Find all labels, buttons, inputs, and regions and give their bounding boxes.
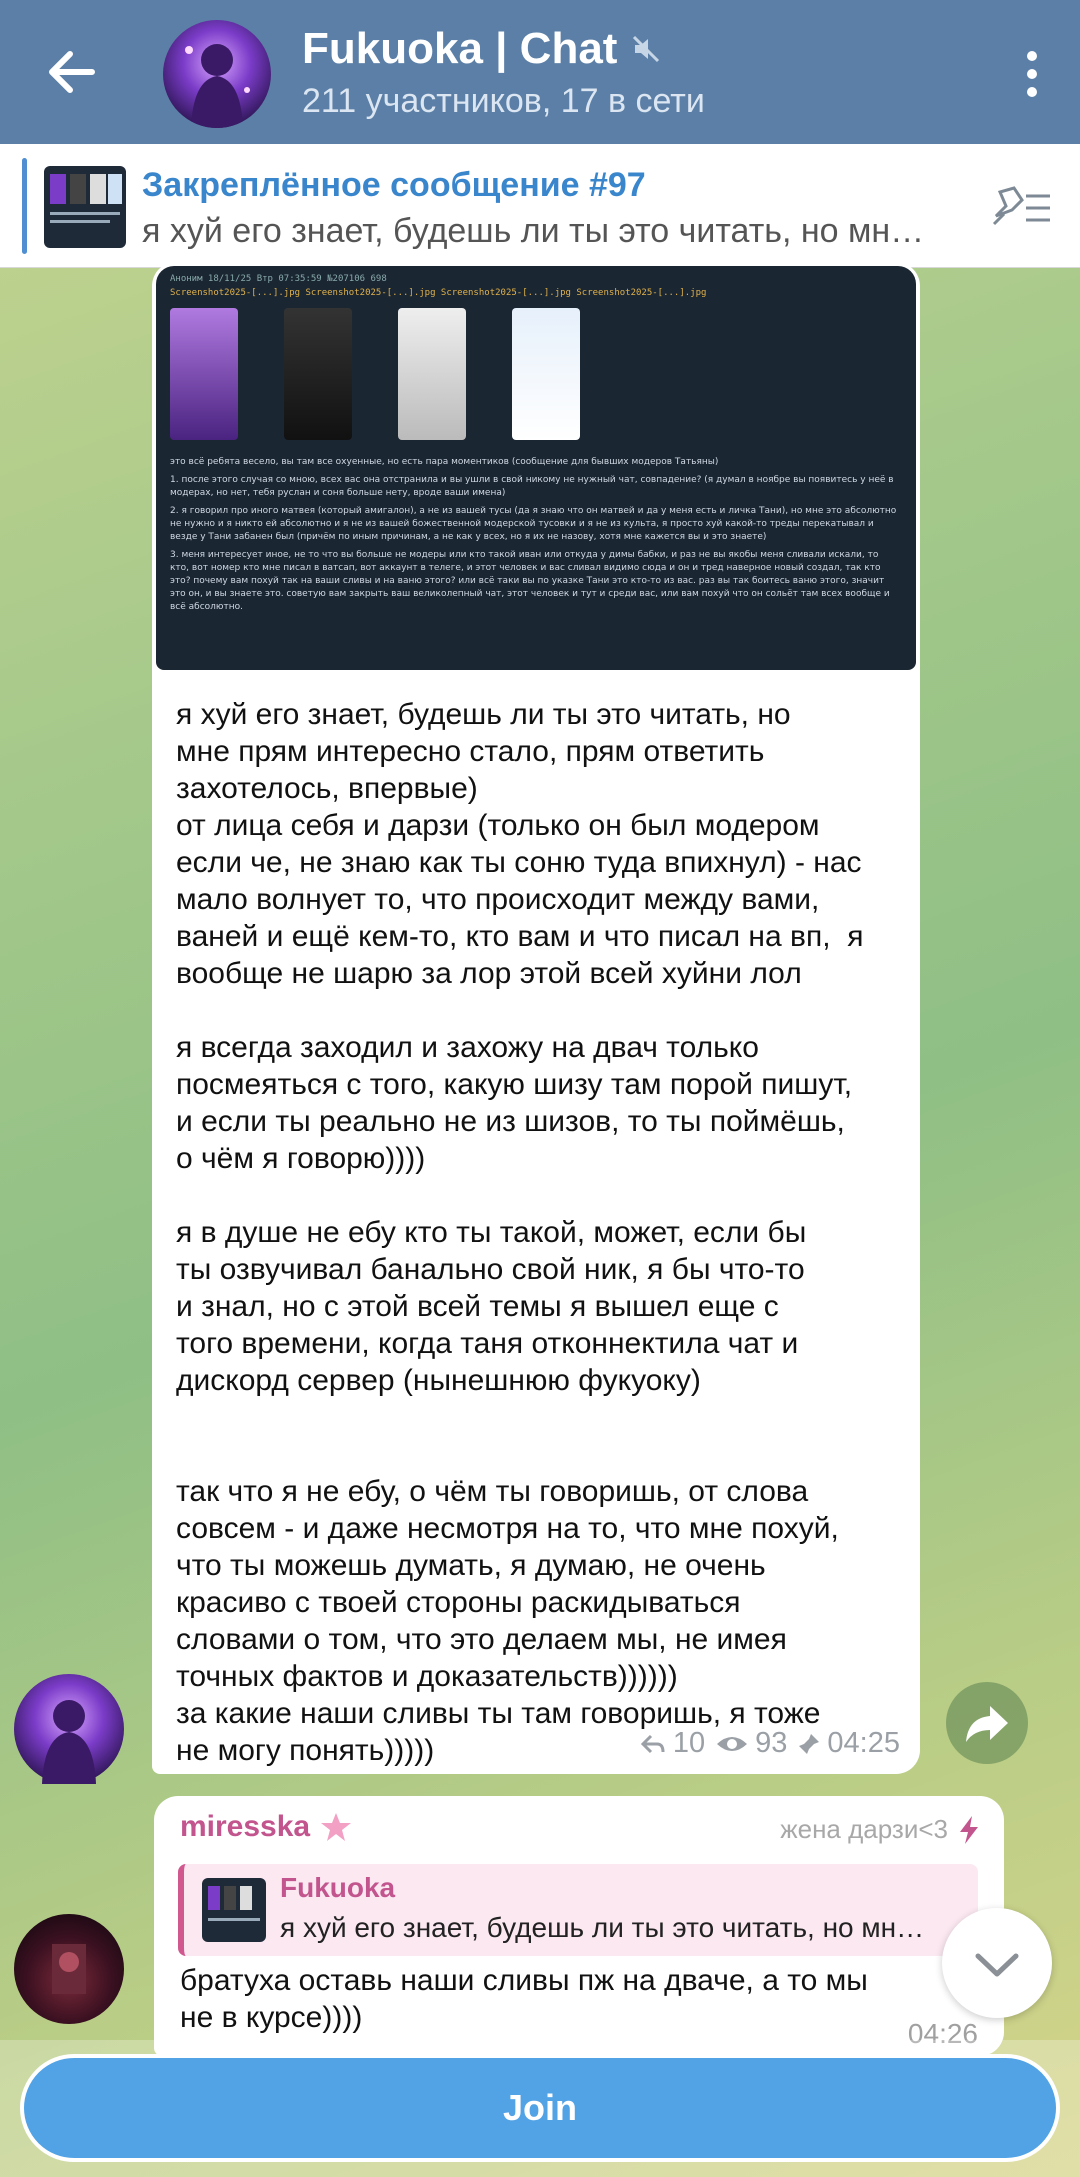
arrow-left-icon bbox=[40, 40, 104, 104]
eye-icon bbox=[715, 1732, 749, 1756]
views-count bbox=[715, 1727, 787, 1760]
photo-text bbox=[170, 456, 900, 619]
replies-count[interactable] bbox=[639, 1727, 705, 1760]
screenshot-thumbnail-icon bbox=[44, 166, 126, 248]
screenshot-thumbnail-icon bbox=[202, 1878, 266, 1942]
message-meta bbox=[639, 1727, 900, 1760]
replies-count-value: 10 bbox=[672, 1727, 706, 1759]
pinned-indicator bbox=[22, 158, 27, 254]
author-tag-text: жена дарзи<3 bbox=[780, 1814, 948, 1844]
pinned-thumbnail bbox=[44, 166, 126, 248]
author-tag bbox=[780, 1814, 980, 1845]
sender-avatar[interactable] bbox=[14, 1914, 124, 2024]
back-button[interactable] bbox=[40, 40, 104, 104]
more-menu-button[interactable] bbox=[1012, 44, 1052, 104]
message-author[interactable] bbox=[180, 1810, 352, 1844]
message-time bbox=[797, 1727, 900, 1760]
photo-post-header: Аноним 18/11/25 Втр 07:35:59 №207106 698 bbox=[170, 274, 387, 284]
screenshot-preview bbox=[398, 308, 466, 440]
pinned-message-bar[interactable] bbox=[0, 144, 1080, 268]
screenshot-preview bbox=[284, 308, 352, 440]
pin-icon bbox=[797, 1732, 821, 1756]
message-time-value: 04:25 bbox=[827, 1727, 900, 1759]
chat-title[interactable] bbox=[302, 24, 661, 74]
message-bubble[interactable] bbox=[152, 262, 920, 1774]
join-button[interactable]: Join bbox=[20, 2054, 1060, 2162]
avatar-figure-icon bbox=[163, 20, 271, 128]
star-badge-icon bbox=[320, 1811, 352, 1843]
share-button[interactable] bbox=[946, 1682, 1028, 1764]
sender-avatar[interactable] bbox=[14, 1674, 124, 1784]
photo-text-line: 3. меня интересует иное, не то что вы больше не модеры или кто такой иван или откуда у димы бабки, и раз не вы якобы меня сливали искали, то кто, вот номер кто мне писал в ватсап, вот аккаунт в телеге, и этот человек и вас сливал видимо сюда и он и тред наверное новый создал, так кто это? почему вам похуй так на ваши сливы и на ваню этого? или всё таки вы по указке Тани это кто-то из вас. раз вы так боитесь ваню этого, значит это он, и вы знаете это. советую вам закрыть ваш великолепный чат, этот человек и тут и среди вас, или вам похуй что он сольёт там всех вообще и всё абсолютно. bbox=[170, 550, 890, 612]
avatar-figure-icon bbox=[14, 1674, 124, 1784]
more-vertical-icon bbox=[1012, 44, 1052, 104]
scroll-to-bottom-button[interactable] bbox=[942, 1908, 1052, 2018]
chevron-down-icon bbox=[942, 1908, 1052, 2018]
views-count-value: 93 bbox=[755, 1727, 788, 1759]
message-bubble[interactable] bbox=[154, 1796, 1004, 2056]
muted-icon bbox=[631, 34, 661, 64]
author-name: miresska bbox=[180, 1810, 311, 1843]
message-time: 04:26 bbox=[907, 2018, 978, 2049]
screenshot-preview bbox=[170, 308, 238, 440]
share-arrow-icon bbox=[946, 1682, 1028, 1764]
avatar-figure-icon bbox=[14, 1914, 124, 2024]
reply-preview: я хуй его знает, будешь ли ты это читать, но мн… bbox=[280, 1912, 925, 1943]
pinned-list-button[interactable] bbox=[988, 178, 1054, 234]
message-text: я хуй его знает, будешь ли ты это читать, но мне прям интересно стало, прям ответить захотелось, впервые) от лица себя и дарзи (только он был модером если че, не знаю как ты соню туда впихнул) - нас мало волнует то, что происходит между вами, ваней и ещё кем-то, кто вам и что писал на вп, я вообще не шарю за лор этой всей хуйни лол я всегда заходил и захожу на двач только посмеяться с того, какую шизу там порой пишут, и если ты реально не из шизов, то ты поймёшь, о чём я говорю)))) я в душе не ебу кто ты такой, может, если бы ты озвучивал банально свой ник, я бы что-то и знал, но с этой всей темы я вышел еще с того времени, когда таня отконнектила чат и дискорд сервер (нынешнюю фукуоку) так что я не ебу, о чём ты говоришь, от слова совсем - и даже несмотря на то, что мне похуй, что ты можешь думать, я думаю, не очень красиво с твоей стороны раскидываться словами о том, что это делаем мы, не имея точных фактов и доказательств)))))) за какие наши сливы ты там говоришь, я тоже не могу понять))))) bbox=[176, 698, 864, 1767]
pinned-title: Закреплённое сообщение #97 bbox=[142, 166, 646, 204]
pinned-preview: я хуй его знает, будешь ли ты это читать, но мн… bbox=[142, 212, 925, 250]
chat-avatar[interactable] bbox=[163, 20, 271, 128]
message-photo[interactable] bbox=[156, 266, 916, 670]
photo-text-line: 2. я говорил про иного матвея (который амигалон), а не из вашей тусы (да я знаю что он матвей и да у меня есть и личка Тани), но мне это абсолютно не нужно и я никто ей абсолютно и я не из вашей божественной модерской тусовки и я не из культа, я просто хуй какой-то треды перекатывал и везде у Тани забанен был (причём по иным причинам, а не как у всех, но я их не назову, хотя мне кажется вы и это знаете) bbox=[170, 506, 897, 542]
bottom-bar bbox=[0, 2040, 1080, 2177]
chat-title-text: Fukuoka | Chat bbox=[302, 24, 618, 73]
photo-file-list: Screenshot2025-[...].jpg Screenshot2025-[...].jpg Screenshot2025-[...].jpg Screenshot2025-[...].jpg bbox=[170, 288, 707, 298]
reply-icon bbox=[639, 1732, 667, 1756]
photo-text-line: это всё ребята весело, вы там все охуенные, но есть пара моментиков (сообщение для бывших модеров Татьяны) bbox=[170, 457, 719, 467]
message-text: братуха оставь наши сливы пж на дваче, а то мы не в курсе)))) bbox=[180, 1964, 868, 2034]
chat-header bbox=[0, 0, 1080, 144]
reply-quote[interactable] bbox=[178, 1864, 978, 1956]
screenshot-preview bbox=[512, 308, 580, 440]
pin-list-icon bbox=[988, 178, 1054, 234]
chat-subtitle: 211 участников, 17 в сети bbox=[302, 82, 705, 120]
reply-author: Fukuoka bbox=[280, 1872, 396, 1903]
reply-thumbnail bbox=[202, 1878, 266, 1942]
photo-text-line: 1. после этого случая со мною, всех вас она отстранила и вы ушли в свой никому не нужный чат, совпадение? (я думал в ноябре вы появитесь у неё в модерах, но нет, тебя руслан и соня больше нету, вроде ваши имена) bbox=[170, 475, 894, 498]
boost-icon bbox=[958, 1815, 980, 1845]
